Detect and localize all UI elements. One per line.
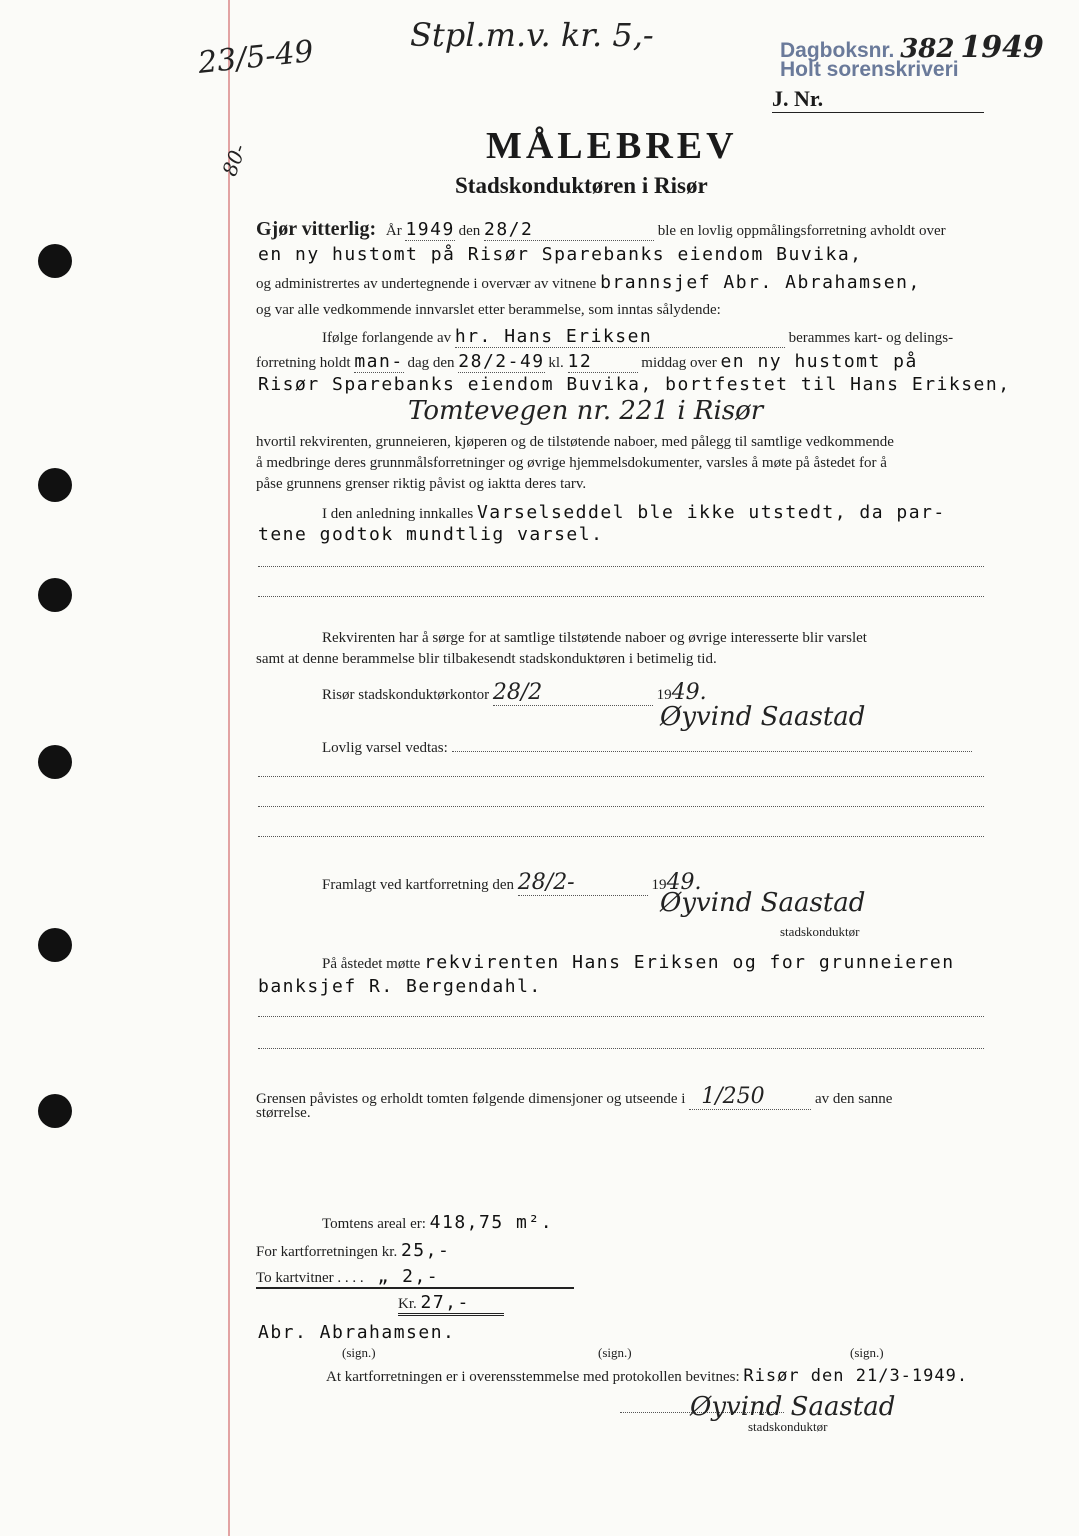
attest-line bbox=[326, 1366, 968, 1386]
registry-stamp-line2: Holt sorenskriveri bbox=[780, 58, 959, 81]
berammelse-over: en ny hustomt på bbox=[720, 351, 918, 372]
grensen-line2: størrelse. bbox=[256, 1105, 311, 1121]
innkalles-label: I den anledning innkalles bbox=[322, 506, 474, 522]
fee-label-1: For kartforretningen kr. bbox=[256, 1244, 398, 1260]
berammelse-line1 bbox=[322, 326, 953, 348]
office-label: Risør stadskonduktørkontor bbox=[322, 687, 490, 703]
varsel-line bbox=[322, 740, 972, 757]
berammelse-d: dag den bbox=[407, 355, 455, 371]
stadskonduktor-label-1: stadskonduktør bbox=[780, 924, 860, 939]
admin-text: og administrertes av undertegnende i overvær av vitnene bbox=[256, 276, 597, 292]
astedet-label: På åstedet møtte bbox=[322, 956, 421, 972]
framlagt-line bbox=[322, 870, 702, 896]
margin-fee-note: 80- bbox=[217, 140, 251, 180]
fee-value-2: „ 2,- bbox=[377, 1266, 440, 1287]
admin-line bbox=[256, 272, 921, 293]
sign-label-1: (sign.) bbox=[342, 1345, 376, 1360]
rekvirenten-text-1: Rekvirenten har å sørge for at samtlige tilstøtende naboer og øvrige interesserte blir varslet bbox=[322, 630, 867, 646]
kl-label: kl. bbox=[548, 355, 564, 371]
areal-value: 418,75 m². bbox=[429, 1212, 554, 1233]
parties-text-2: å medbringe deres grunnmålsforretninger og øvrige hjemmelsdokumenter, varsles å møte på åstedet for å bbox=[256, 455, 887, 471]
berammelse-date: 28/2-49 bbox=[458, 351, 545, 372]
punch-hole bbox=[38, 244, 72, 278]
blank-line bbox=[258, 596, 984, 597]
framlagt-year-suffix: 49. bbox=[666, 870, 702, 895]
varsel-label: Lovlig varsel vedtas: bbox=[322, 740, 448, 756]
punch-hole bbox=[38, 578, 72, 612]
grensen-line bbox=[256, 1084, 892, 1110]
stamp-prefix: Dagboksnr. bbox=[780, 39, 895, 62]
fee-line-2 bbox=[256, 1266, 574, 1289]
varsel-blank bbox=[452, 751, 972, 752]
berammelse-line4: Tomtevegen nr. 221 i Risør bbox=[408, 396, 764, 426]
blank-line bbox=[258, 836, 984, 837]
stamp-duty-note: Stpl.m.v. kr. 5,- bbox=[410, 16, 654, 54]
innkalles-text-1: Varselseddel ble ikke utstedt, da par- bbox=[476, 502, 946, 523]
signature-1: Øyvind Saastad bbox=[660, 702, 866, 732]
sign-label-2: (sign.) bbox=[598, 1345, 632, 1360]
journal-number: J. Nr. bbox=[772, 86, 984, 113]
fee-line-1 bbox=[256, 1240, 450, 1261]
astedet-text-1: rekvirenten Hans Eriksen og for grunneieren bbox=[424, 952, 955, 973]
year-label: År bbox=[385, 223, 402, 239]
signature-3: Øyvind Saastad bbox=[690, 1392, 896, 1422]
astedet-text-2: banksjef R. Bergendahl. bbox=[258, 976, 542, 997]
punch-hole bbox=[38, 928, 72, 962]
requester: hr. Hans Eriksen bbox=[455, 326, 785, 348]
document-title: MÅLEBREV bbox=[486, 125, 738, 167]
astedet-line bbox=[322, 952, 955, 973]
punch-hole bbox=[38, 745, 72, 779]
areal-line bbox=[322, 1212, 553, 1233]
parties-text-3: påse grunnens grenser riktig påvist og iakttа deres tarv. bbox=[256, 476, 587, 492]
berammelse-line2 bbox=[256, 351, 918, 373]
intro-tail: ble en lovlig oppmålingsforretning avholdt over bbox=[657, 223, 946, 239]
notice-text: og var alle vedkommende innvarslet etter berammelse, som inntas sålydende: bbox=[256, 302, 721, 318]
fee-label-2: To kartvitner . . . . bbox=[256, 1270, 364, 1286]
document-subtitle: Stadskonduktøren i Risør bbox=[455, 173, 708, 198]
attest-value: Risør den 21/3-1949. bbox=[743, 1366, 969, 1386]
blank-line bbox=[258, 806, 984, 807]
innkalles-line bbox=[322, 502, 946, 523]
attest-label: At kartforretningen er i overensstemmelse med protokollen bevitnes: bbox=[326, 1369, 740, 1385]
framlagt-label: Framlagt ved kartforretning den bbox=[322, 877, 515, 893]
office-year-prefix: 19 bbox=[656, 687, 672, 703]
stadskonduktor-label-2: stadskonduktør bbox=[748, 1419, 828, 1434]
intro-object: en ny hustomt på Risør Sparebanks eiendom Buvika, bbox=[258, 244, 863, 265]
blank-line bbox=[258, 566, 984, 567]
berammelse-a: Ifølge forlangende av bbox=[322, 330, 452, 346]
stamp-year: 1949 bbox=[960, 30, 1044, 65]
margin-line bbox=[228, 0, 230, 1536]
punch-hole bbox=[38, 1094, 72, 1128]
margin-date-note: 23/5-49 bbox=[196, 34, 316, 81]
grensen-text: Grensen påvistes og erholdt tomten følgende dimensjoner og utseende i bbox=[256, 1091, 686, 1107]
office-year-suffix: 49. bbox=[671, 680, 707, 705]
berammelse-e: middag over bbox=[641, 355, 717, 371]
fee-value-1: 25,- bbox=[400, 1240, 451, 1261]
innkalles-text-2: tene godtok mundtlig varsel. bbox=[258, 524, 604, 545]
office-date: 28/2 bbox=[493, 680, 653, 706]
total-value: 27,- bbox=[420, 1292, 470, 1313]
berammelse-line3: Risør Sparebanks eiendom Buvika, bortfestet til Hans Eriksen, bbox=[258, 374, 1011, 395]
total-line bbox=[398, 1292, 504, 1316]
intro-lead: Gjør vitterlig: bbox=[256, 218, 377, 240]
areal-label: Tomtens areal er: bbox=[322, 1216, 426, 1232]
parties-text-1: hvortil rekvirenten, grunneieren, kjøperen og de tilstøtende naboer, med pålegg til samtlige vedkommende bbox=[256, 434, 894, 450]
intro-line bbox=[256, 218, 946, 241]
intro-date: 28/2 bbox=[484, 219, 654, 241]
blank-line bbox=[258, 1016, 984, 1017]
grensen-tail: av den sanne bbox=[814, 1091, 893, 1107]
berammelse-time: 12 bbox=[568, 351, 638, 373]
berammelse-c: forretning holdt bbox=[256, 355, 351, 371]
weekday: man- bbox=[354, 351, 404, 372]
office-line bbox=[322, 680, 707, 706]
blank-line bbox=[258, 776, 984, 777]
witness-name: brannsjef Abr. Abrahamsen, bbox=[600, 272, 921, 293]
sign-label-3: (sign.) bbox=[850, 1345, 884, 1360]
berammelse-b: berammes kart- og delings- bbox=[788, 330, 954, 346]
framlagt-year-prefix: 19 bbox=[651, 877, 667, 893]
punch-hole bbox=[38, 468, 72, 502]
witness-signature: Abr. Abrahamsen. bbox=[258, 1322, 456, 1343]
signature-2: Øyvind Saastad bbox=[660, 888, 866, 918]
intro-year: 1949 bbox=[405, 219, 455, 240]
framlagt-date: 28/2- bbox=[518, 870, 648, 896]
date-label: den bbox=[458, 223, 481, 239]
rekvirenten-text-2: samt at denne berammelse blir tilbakesendt stadskonduktøren i betimelig tid. bbox=[256, 651, 717, 667]
stamp-number: 382 bbox=[900, 34, 955, 64]
grensen-scale: 1/250 bbox=[689, 1084, 811, 1110]
total-label: Kr. bbox=[398, 1296, 417, 1312]
blank-line bbox=[258, 1048, 984, 1049]
